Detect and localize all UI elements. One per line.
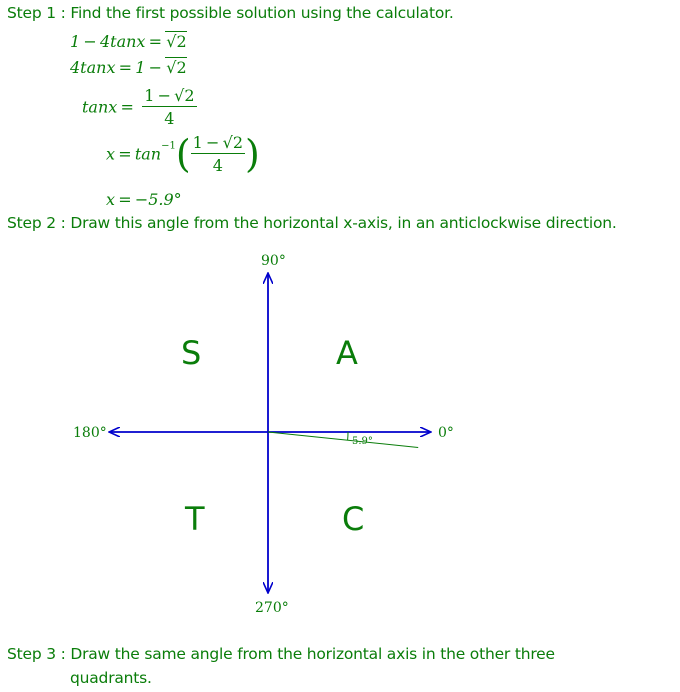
step2-heading: Step 2 : Draw this angle from the horizontal x-axis, in an anticlockwise direction. (7, 214, 617, 232)
equation-2-right: √2 (166, 58, 187, 77)
label-180-degrees: 180° (73, 425, 107, 441)
equation-3-left: tanx = (82, 97, 138, 117)
label-0-degrees: 0° (438, 425, 454, 441)
equation-3-numerator: 1 − √2 (144, 86, 195, 105)
label-90-degrees: 90° (261, 253, 286, 269)
equation-3-denominator: 4 (142, 106, 196, 128)
quadrant-c: C (342, 500, 365, 538)
equation-4-denominator: 4 (191, 153, 245, 175)
quadrant-a: A (336, 334, 358, 372)
equation-4-numerator: 1 − √2 (192, 133, 244, 152)
equation-4-left: x = tan (106, 144, 162, 164)
equation-4-superscript: −1 (161, 140, 176, 152)
quadrant-t: T (185, 500, 205, 538)
equation-1-right: √2 (166, 32, 187, 51)
equation-5: x = −5.9° (106, 190, 182, 209)
angle-label: 5.9° (352, 436, 373, 447)
angle-ray (268, 432, 418, 448)
step3-heading-line1: Step 3 : Draw the same angle from the horizontal axis in the other three (7, 645, 555, 663)
left-parenthesis: ( (175, 132, 191, 176)
step1-heading: Step 1 : Find the first possible solution using the calculator. (7, 4, 454, 22)
step3-heading-line2: quadrants. (70, 669, 152, 687)
equation-2-left: 4tanx = 1 − (70, 58, 166, 77)
label-270-degrees: 270° (255, 600, 289, 616)
equation-1-left: 1 − 4tanx = (70, 32, 166, 51)
quadrant-s: S (181, 334, 202, 372)
right-parenthesis: ) (245, 132, 260, 176)
